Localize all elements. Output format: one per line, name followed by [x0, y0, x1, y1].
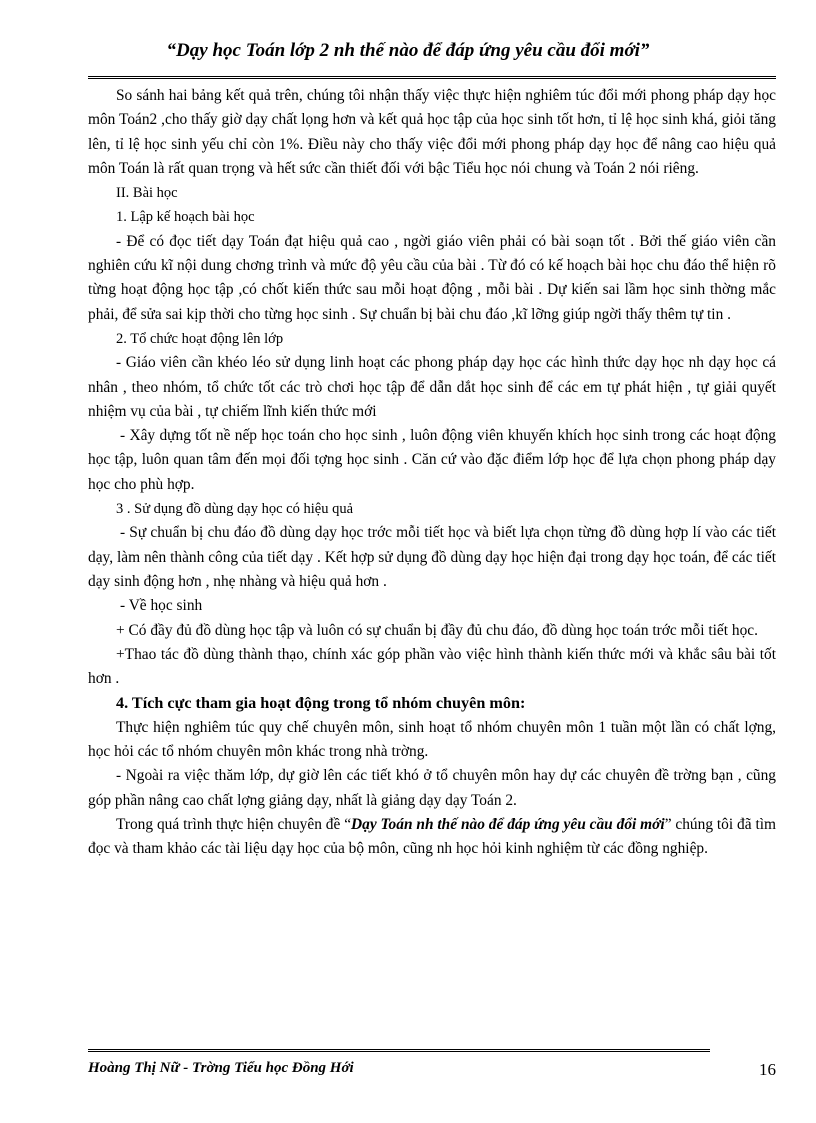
conclusion-text-start: Trong quá trình thực hiện chuyên đề “ — [116, 815, 352, 833]
footer-divider — [88, 1049, 710, 1052]
topic-title-emphasis: Dạy Toán nh thế nào để đáp ứng yêu cầu đổi mới — [351, 815, 665, 833]
header-title: “Dạy học Toán lớp 2 nh thế nào để đáp ứng yêu cầu đổi mới” — [166, 40, 650, 61]
section-heading-ii: II. Bài học — [116, 185, 178, 202]
paragraph-conclusion — [88, 813, 776, 862]
paragraph-results: So sánh hai bảng kết quả trên, chúng tôi nhận thấy việc thực hiện nghiêm túc đổi mới phong pháp dạy học môn Toán2 ,cho thấy giờ dạy chất lọng hơn và kết quả học tập của học sinh tốt hơn, tỉ lệ học sinh khá, giỏi tăng lên, tỉ lệ học sinh yếu chỉ còn 1%. Điều này cho thấy việc đổi mới phong pháp dạy học để nâng cao hiệu quả môn Toán là rất quan trọng và hết sức cần thiết đối với bậc Tiểu học nói chung và Toán 2 nói riêng. — [88, 87, 776, 177]
footer-author: Hoàng Thị Nữ - Trờng Tiểu học Đồng Hới — [88, 1060, 354, 1076]
subheading-teaching-aids: 3 . Sử dụng đồ dùng dạy học có hiệu quả — [116, 501, 354, 518]
conclusion-text-end: ” chúng tôi đã tìm đọc và tham khảo các tài liệu dạy học của bộ môn, cũng nh học hỏi kinh nghiệm từ các đồng nghiệp. — [88, 815, 776, 858]
paragraph-student-skills: +Thao tác đồ dùng thành thạo, chính xác góp phần vào việc hình thành kiến thức mới và khắc sâu bài tốt hơn . — [88, 645, 776, 688]
page-number: 16 — [759, 1060, 776, 1079]
paragraph-lesson-plan: - Để có đọc tiết dạy Toán đạt hiệu quả cao , ngời giáo viên phải có bài soạn tốt . Bởi thế giáo viên cần nghiên cứu kĩ nội dung chơng trình và mức độ yêu cầu của bài . Từ đó có kế hoạch bài học chu đáo thể hiện rõ từng hoạt động học tập ,có chốt kiến thức sau mỗi hoạt động , mỗi bài . Dự kiến sai lầm học sinh thờng mắc phải, để sửa sai kịp thời cho từng học sinh . Sự chuẩn bị bài chu đáo ,kĩ lỡng giúp ngời thấy thêm tự tin . — [88, 232, 776, 323]
subheading-professional-group: 4. Tích cực tham gia hoạt động trong tổ nhóm chuyên môn: — [116, 694, 526, 713]
subheading-class-activities: 2. Tổ chức hoạt động lên lớp — [116, 330, 284, 347]
paragraph-study-habits: - Xây dựng tốt nề nếp học toán cho học sinh , luôn động viên khuyến khích học sinh trong các hoạt động học tập, luôn quan tâm đến mọi đối tợng học sinh . Căn cứ vào đặc điểm lớp học để lựa chọn phong pháp dạy học cho phù hợp. — [88, 427, 776, 493]
paragraph-teaching-methods: - Giáo viên cần khéo léo sử dụng linh hoạt các phong pháp dạy học các hình thức dạy học nh dạy học cá nhân , theo nhóm, tổ chức tốt các trò chơi học tập để dẫn dắt học sinh để các em tự phát hiện , tự giải quyết nhiệm vụ của bài , tự chiếm lĩnh kiến thức mới — [88, 354, 776, 420]
paragraph-students: - Về học sinh — [120, 597, 203, 615]
subheading-lesson-plan: 1. Lập kế hoạch bài học — [116, 209, 255, 226]
paragraph-student-materials: + Có đầy đủ đồ dùng học tập và luôn có sự chuẩn bị đầy đủ chu đáo, đồ dùng học toán trớc mỗi tiết học. — [116, 621, 758, 639]
header-divider — [88, 76, 776, 79]
paragraph-professional-rules: Thực hiện nghiêm túc quy chế chuyên môn, sinh hoạt tổ nhóm chuyên môn 1 tuần một lần có chất lợng, học hỏi các tổ nhóm chuyên môn khác trong nhà trờng. — [88, 718, 776, 761]
paragraph-teaching-aids: - Sự chuẩn bị chu đáo đồ dùng dạy học trớc mỗi tiết học và biết lựa chọn từng đồ dùng hợp lí vào các tiết dạy, làm nên thành công của tiết dạy . Kết hợp sử dụng đồ dùng dạy học hiện đại trong dạy học toán, để các tiết dạy sinh động hơn , nhẹ nhàng và hiệu quả hơn . — [88, 524, 776, 590]
paragraph-class-visits: - Ngoài ra việc thăm lớp, dự giờ lên các tiết khó ở tổ chuyên môn hay dự các chuyên đề trờng bạn , cũng góp phần nâng cao chất lợng giảng dạy, nhất là giảng dạy dạy Toán 2. — [88, 767, 776, 809]
document-body — [88, 84, 776, 862]
